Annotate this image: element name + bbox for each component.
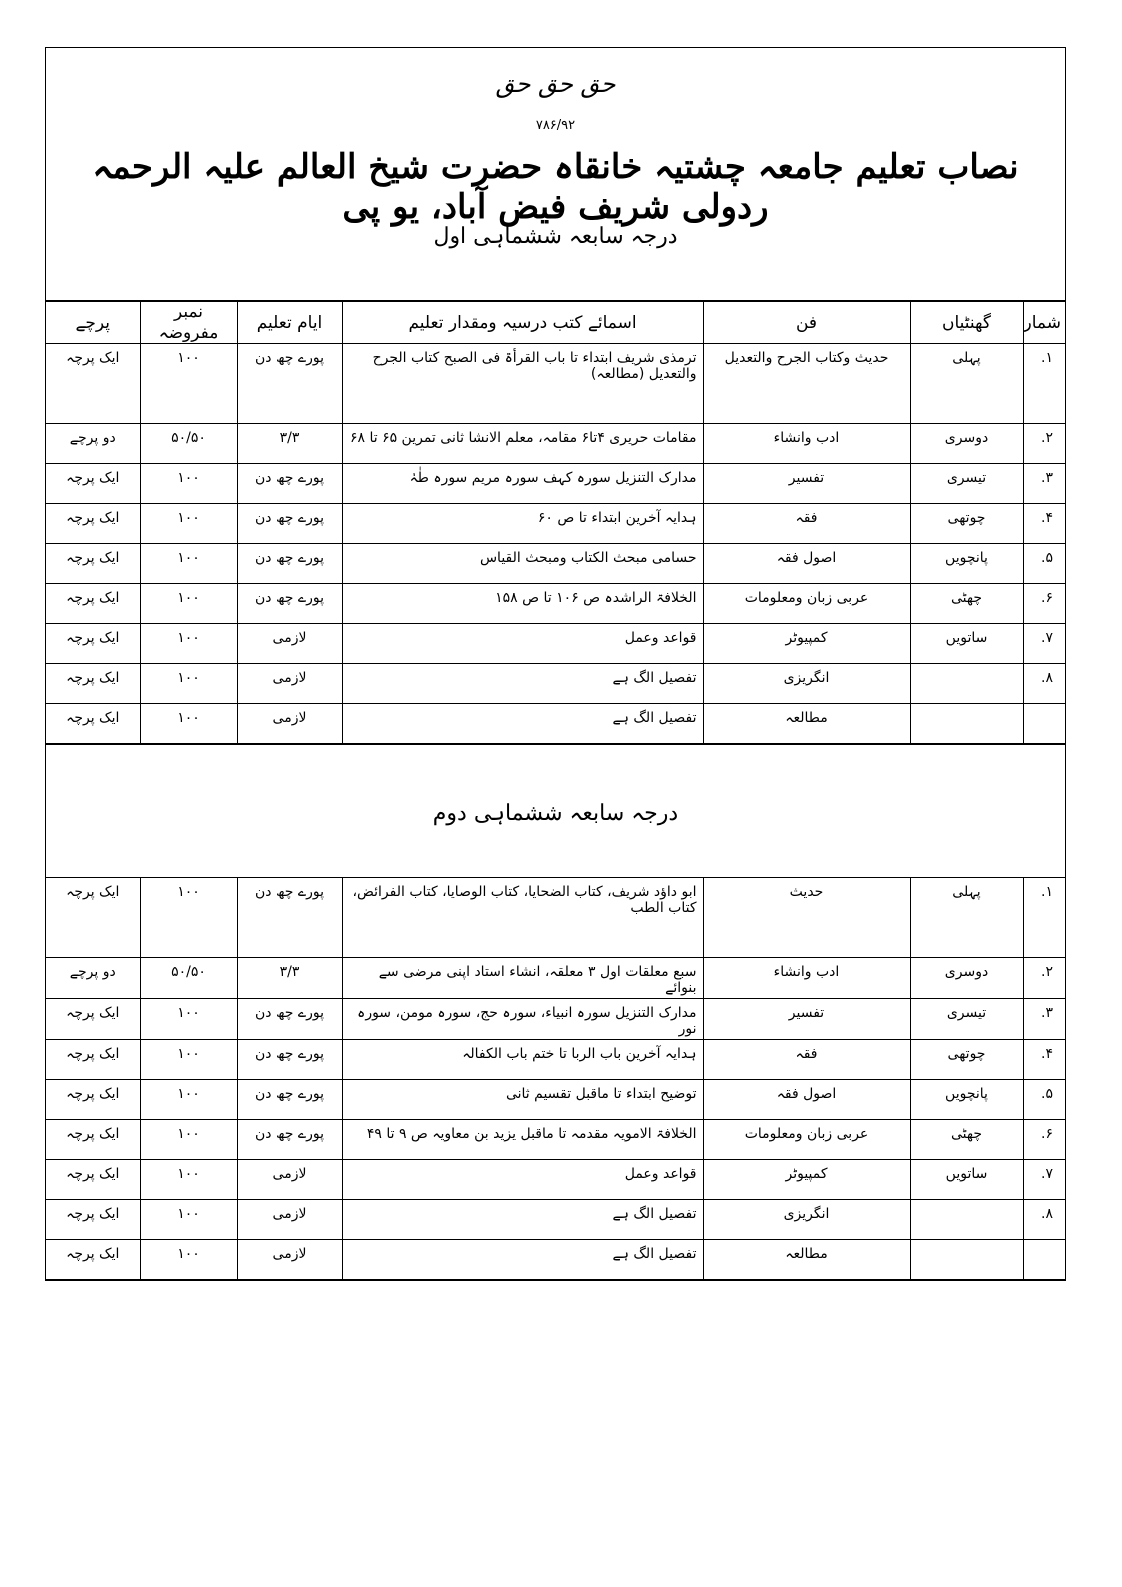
books-cell: تفصیل الگ ہے <box>342 1200 703 1240</box>
papers-cell: ایک پرچہ <box>46 1120 140 1160</box>
marks-cell: ۱۰۰ <box>140 344 237 424</box>
books-cell: حسامی مبحث الکتاب ومبحث القیاس <box>342 544 703 584</box>
subject-cell: حدیث وکتاب الجرح والتعدیل <box>703 344 910 424</box>
table-row <box>46 878 1065 958</box>
days-cell: لازمی <box>237 1160 342 1200</box>
subject-cell: مطالعہ <box>703 704 910 744</box>
marks-cell: ۱۰۰ <box>140 584 237 624</box>
subject-cell: عربی زبان ومعلومات <box>703 1120 910 1160</box>
serial-number-cell: ۲. <box>1023 958 1065 999</box>
days-cell: لازمی <box>237 664 342 704</box>
period-cell: چھٹی <box>910 1120 1023 1160</box>
marks-cell: ۱۰۰ <box>140 504 237 544</box>
marks-cell: ۱۰۰ <box>140 1080 237 1120</box>
serial-number-cell: ۱. <box>1023 878 1065 958</box>
days-cell: پورے چھ دن <box>237 544 342 584</box>
serial-number-cell <box>1023 1240 1065 1280</box>
days-cell: لازمی <box>237 624 342 664</box>
period-cell: تیسری <box>910 999 1023 1040</box>
subject-cell: اصول فقہ <box>703 1080 910 1120</box>
table-row <box>46 424 1065 464</box>
section-one-table <box>46 301 1065 744</box>
subject-cell: فقہ <box>703 504 910 544</box>
serial-number-cell: ۶. <box>1023 584 1065 624</box>
papers-cell: ایک پرچہ <box>46 878 140 958</box>
papers-cell: ایک پرچہ <box>46 464 140 504</box>
column-header: فن <box>703 302 910 344</box>
papers-cell: ایک پرچہ <box>46 1200 140 1240</box>
marks-cell: ۱۰۰ <box>140 664 237 704</box>
books-cell: ہدایہ آخرین ابتداء تا ص ۶۰ <box>342 504 703 544</box>
marks-cell: ۱۰۰ <box>140 624 237 664</box>
days-cell: پورے چھ دن <box>237 878 342 958</box>
marks-cell: ۱۰۰ <box>140 1160 237 1200</box>
serial-number-cell: ۸. <box>1023 664 1065 704</box>
haq-heading: حق حق حق <box>495 70 616 98</box>
books-cell: الخلافۃ الامویہ مقدمہ تا ماقبل یزید بن معاویہ ص ۹ تا ۴۹ <box>342 1120 703 1160</box>
period-cell: پہلی <box>910 878 1023 958</box>
column-header: شمار <box>1023 302 1065 344</box>
subject-cell: عربی زبان ومعلومات <box>703 584 910 624</box>
table-row <box>46 1040 1065 1080</box>
subject-cell: اصول فقہ <box>703 544 910 584</box>
table-row <box>46 999 1065 1040</box>
marks-cell: ۱۰۰ <box>140 1040 237 1080</box>
table-row <box>46 1080 1065 1120</box>
marks-cell: ۱۰۰ <box>140 544 237 584</box>
table-row <box>46 958 1065 999</box>
table-row <box>46 624 1065 664</box>
books-cell: توضیح ابتداء تا ماقبل تقسیم ثانی <box>342 1080 703 1120</box>
period-cell <box>910 1240 1023 1280</box>
table-row <box>46 1120 1065 1160</box>
papers-cell: ایک پرچہ <box>46 1240 140 1280</box>
papers-cell: ایک پرچہ <box>46 624 140 664</box>
subject-cell: کمپیوٹر <box>703 624 910 664</box>
table-row <box>46 464 1065 504</box>
table-row <box>46 504 1065 544</box>
days-cell: پورے چھ دن <box>237 999 342 1040</box>
section-one-title: درجہ سابعہ ششماہی اول <box>433 224 678 249</box>
period-cell: دوسری <box>910 424 1023 464</box>
serial-number-cell: ۳. <box>1023 464 1065 504</box>
column-header: اسمائے کتب درسیہ ومقدار تعلیم <box>342 302 703 344</box>
days-cell: پورے چھ دن <box>237 504 342 544</box>
books-cell: سبع معلقات اول ۳ معلقہ، انشاء استاد اپنی مرضی سے بنوائے <box>342 958 703 999</box>
period-cell: چھٹی <box>910 584 1023 624</box>
table-row <box>46 664 1065 704</box>
period-cell: ساتویں <box>910 624 1023 664</box>
days-cell: لازمی <box>237 1240 342 1280</box>
days-cell: پورے چھ دن <box>237 1080 342 1120</box>
subject-cell: ادب وانشاء <box>703 958 910 999</box>
subject-cell: فقہ <box>703 1040 910 1080</box>
books-cell: ابو داؤد شریف، کتاب الضحایا، کتاب الوصایا، کتاب الفرائض، کتاب الطب <box>342 878 703 958</box>
books-cell: ہدایہ آخرین باب الربا تا ختم باب الکفالہ <box>342 1040 703 1080</box>
table-row <box>46 1240 1065 1280</box>
serial-number-cell: ۵. <box>1023 544 1065 584</box>
table-row <box>46 1160 1065 1200</box>
table-row <box>46 544 1065 584</box>
serial-number-cell: ۳. <box>1023 999 1065 1040</box>
period-cell <box>910 704 1023 744</box>
subject-cell: انگریزی <box>703 664 910 704</box>
papers-cell: ایک پرچہ <box>46 584 140 624</box>
papers-cell: ایک پرچہ <box>46 999 140 1040</box>
papers-cell: ایک پرچہ <box>46 1080 140 1120</box>
column-header: گھنٹیاں <box>910 302 1023 344</box>
books-cell: الخلافۃ الراشدہ ص ۱۰۶ تا ص ۱۵۸ <box>342 584 703 624</box>
column-header: نمبر مفروضہ <box>140 302 237 344</box>
subject-cell: انگریزی <box>703 1200 910 1240</box>
section-two-title: درجہ سابعہ ششماہی دوم <box>432 801 679 826</box>
serial-number-cell: ۲. <box>1023 424 1065 464</box>
days-cell: پورے چھ دن <box>237 584 342 624</box>
papers-cell: ایک پرچہ <box>46 504 140 544</box>
column-header: پرچے <box>46 302 140 344</box>
books-cell: تفصیل الگ ہے <box>342 1240 703 1280</box>
marks-cell: ۵۰/۵۰ <box>140 424 237 464</box>
serial-number-cell <box>1023 704 1065 744</box>
marks-cell: ۱۰۰ <box>140 464 237 504</box>
papers-cell: ایک پرچہ <box>46 344 140 424</box>
table-row <box>46 704 1065 744</box>
period-cell: پانچویں <box>910 544 1023 584</box>
column-header: ایام تعلیم <box>237 302 342 344</box>
papers-cell: ایک پرچہ <box>46 1160 140 1200</box>
days-cell: لازمی <box>237 704 342 744</box>
days-cell: پورے چھ دن <box>237 344 342 424</box>
serial-number-cell: ۷. <box>1023 624 1065 664</box>
serial-number-cell: ۸. <box>1023 1200 1065 1240</box>
papers-cell: ایک پرچہ <box>46 544 140 584</box>
books-cell: مدارک التنزیل سورہ انبیاء، سورہ حج، سورہ مومن، سورہ نور <box>342 999 703 1040</box>
days-cell: پورے چھ دن <box>237 1120 342 1160</box>
marks-cell: ۵۰/۵۰ <box>140 958 237 999</box>
books-cell: مقامات حریری ۴تا۶ مقامہ، معلم الانشا ثانی تمرین ۶۵ تا ۶۸ <box>342 424 703 464</box>
serial-number-cell: ۶. <box>1023 1120 1065 1160</box>
books-cell: مدارک التنزیل سورہ کہف سورہ مریم سورہ طٰہٰ <box>342 464 703 504</box>
page-title: نصاب تعلیم جامعہ چشتیہ خانقاہ حضرت شیخ العالم علیہ الرحمہ ردولی شریف فیض آباد، یو پی <box>92 147 1019 227</box>
marks-cell: ۱۰۰ <box>140 1120 237 1160</box>
serial-number-cell: ۷. <box>1023 1160 1065 1200</box>
section-two-table <box>46 878 1065 1280</box>
papers-cell: دو پرچے <box>46 958 140 999</box>
table-row <box>46 1200 1065 1240</box>
books-cell: ترمذی شریف ابتداء تا باب القرأۃ فی الصبح کتاب الجرح والتعدیل (مطالعہ) <box>342 344 703 424</box>
period-cell: پہلی <box>910 344 1023 424</box>
document-header <box>46 48 1065 301</box>
subject-cell: ادب وانشاء <box>703 424 910 464</box>
table-header-row <box>46 302 1065 344</box>
reference-number: ۷۸۶/۹۲ <box>535 118 576 133</box>
days-cell: لازمی <box>237 1200 342 1240</box>
section-two-heading-block <box>46 744 1065 878</box>
marks-cell: ۱۰۰ <box>140 1200 237 1240</box>
subject-cell: کمپیوٹر <box>703 1160 910 1200</box>
table-row <box>46 584 1065 624</box>
days-cell: پورے چھ دن <box>237 1040 342 1080</box>
subject-cell: مطالعہ <box>703 1240 910 1280</box>
period-cell: ساتویں <box>910 1160 1023 1200</box>
papers-cell: ایک پرچہ <box>46 1040 140 1080</box>
period-cell: چوتھی <box>910 504 1023 544</box>
marks-cell: ۱۰۰ <box>140 704 237 744</box>
books-cell: تفصیل الگ ہے <box>342 664 703 704</box>
period-cell: پانچویں <box>910 1080 1023 1120</box>
books-cell: قواعد وعمل <box>342 624 703 664</box>
period-cell: دوسری <box>910 958 1023 999</box>
marks-cell: ۱۰۰ <box>140 999 237 1040</box>
days-cell: ۳/۳ <box>237 424 342 464</box>
papers-cell: دو پرچے <box>46 424 140 464</box>
table-row <box>46 344 1065 424</box>
serial-number-cell: ۵. <box>1023 1080 1065 1120</box>
period-cell <box>910 1200 1023 1240</box>
serial-number-cell: ۴. <box>1023 504 1065 544</box>
period-cell: تیسری <box>910 464 1023 504</box>
marks-cell: ۱۰۰ <box>140 878 237 958</box>
books-cell: تفصیل الگ ہے <box>342 704 703 744</box>
subject-cell: حدیث <box>703 878 910 958</box>
subject-cell: تفسیر <box>703 999 910 1040</box>
serial-number-cell: ۱. <box>1023 344 1065 424</box>
days-cell: ۳/۳ <box>237 958 342 999</box>
syllabus-document <box>45 47 1066 1281</box>
books-cell: قواعد وعمل <box>342 1160 703 1200</box>
period-cell <box>910 664 1023 704</box>
period-cell: چوتھی <box>910 1040 1023 1080</box>
papers-cell: ایک پرچہ <box>46 704 140 744</box>
subject-cell: تفسیر <box>703 464 910 504</box>
papers-cell: ایک پرچہ <box>46 664 140 704</box>
serial-number-cell: ۴. <box>1023 1040 1065 1080</box>
days-cell: پورے چھ دن <box>237 464 342 504</box>
marks-cell: ۱۰۰ <box>140 1240 237 1280</box>
